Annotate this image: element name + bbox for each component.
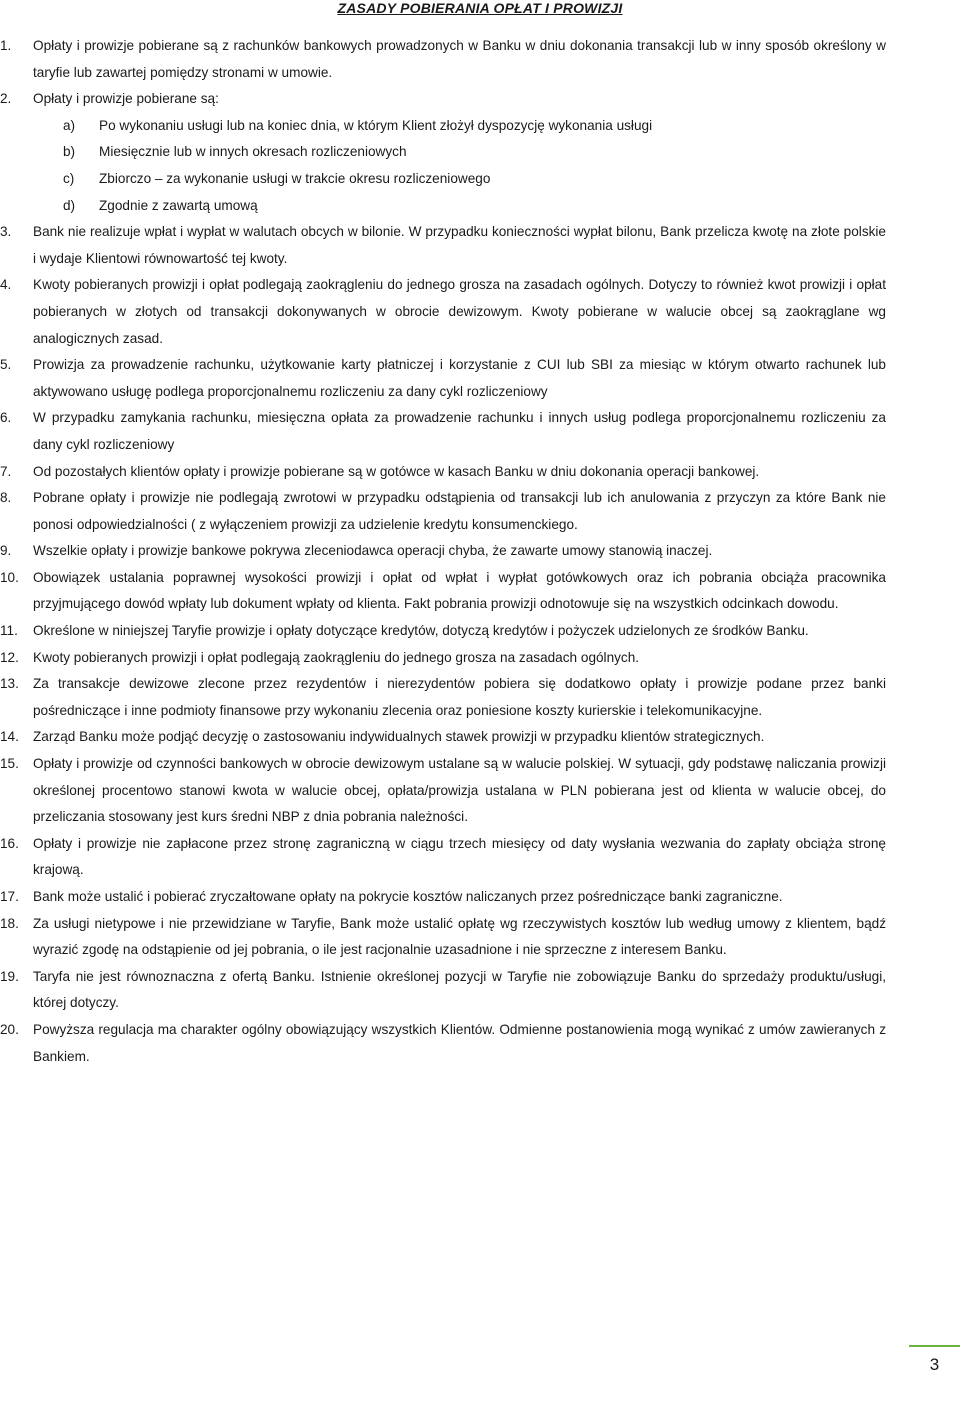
list-item — [0, 751, 960, 831]
list-item — [0, 964, 960, 1017]
item-number: 17. — [0, 889, 19, 904]
item-text: Opłaty i prowizje pobierane są z rachunków bankowych prowadzonych w Banku w dniu dokonania transakcji lub w inny sposób określony w taryfie lub zawartej pomiędzy stronami w umowie. — [33, 38, 886, 80]
list-item — [0, 884, 960, 911]
item-text: Za usługi nietypowe i nie przewidziane w Taryfie, Bank może ustalić opłatę wg rzeczywistych kosztów lub według umowy z klientem, bądź wyrazić zgodę na odstąpienie od jej pobrania, o ile jest racjonalnie uzasadnione i nie sprzeczne z interesem Banku. — [33, 915, 886, 958]
sub-item-text: Zgodnie z zawartą umową — [99, 197, 258, 213]
sub-list-item — [0, 113, 960, 140]
item-number: 4. — [0, 277, 12, 293]
list-item — [0, 1017, 960, 1070]
item-number: 18. — [0, 915, 19, 931]
sub-list-item — [0, 166, 960, 193]
item-number: 1. — [0, 38, 12, 53]
list-item — [0, 911, 960, 964]
item-text: Określone w niniejszej Taryfie prowizje i opłaty dotyczące kredytów, dotyczą kredytów i pożyczek udzielonych ze środków Banku. — [33, 623, 809, 639]
list-item — [0, 645, 960, 672]
page-title: ZASADY POBIERANIA OPŁAT I PROWIZJI — [337, 0, 623, 16]
list-item — [0, 33, 960, 86]
item-text: Prowizja za prowadzenie rachunku, użytkowanie karty płatniczej i korzystanie z CUI lub SBI za miesiąc w którym otwarto rachunek lub aktywowano usługę podlega proporcjonalnemu rozliczeniu za dany cykl rozliczeniowy — [33, 357, 886, 399]
item-number: 2. — [0, 91, 12, 107]
list-item — [0, 565, 960, 618]
item-text: Zarząd Banku może podjąć decyzję o zastosowaniu indywidualnych stawek prowizji w przypadku klientów strategicznych. — [33, 729, 765, 745]
item-text: Obowiązek ustalania poprawnej wysokości prowizji i opłat od wpłat i wypłat gotówkowych oraz ich pobrania obciąża pracownika przyjmującego dowód wpłaty lub dokument wpłaty od klienta. Fakt pobrania prowizji odnotowuje się na wszystkich odcinkach dowodu. — [33, 569, 886, 612]
item-number: 16. — [0, 835, 19, 851]
item-text: Opłaty i prowizje od czynności bankowych w obrocie dewizowym ustalane są w walucie polskiej. W sytuacji, gdy podstawę naliczania prowizji określonej procentowo stanowi kwota w walucie obcej, opłata/prowizja ustalana w PLN pobierana jest od klienta w walucie obcej, do przeliczania stosowany jest kurs średni NBP z dnia pobrania należności. — [33, 756, 886, 825]
item-number: 14. — [0, 729, 19, 745]
list-item — [0, 459, 960, 486]
item-number: 3. — [0, 224, 12, 240]
list-item — [0, 352, 960, 405]
item-number: 9. — [0, 543, 12, 559]
item-text: Pobrane opłaty i prowizje nie podlegają zwrotowi w przypadku odstąpienia od transakcji lub ich anulowania z przyczyn za które Bank nie ponosi odpowiedzialności ( z wyłączeniem prowizji za udzielenie kredytu konsumenckiego. — [33, 490, 886, 532]
item-text: Bank nie realizuje wpłat i wypłat w walutach obcych w bilonie. W przypadku konieczności wypłat bilonu, Bank przelicza kwotę na złote polskie i wydaje Klientowi równowartość tej kwoty. — [33, 224, 886, 266]
list-item — [0, 272, 960, 352]
sub-item-text: Zbiorczo – za wykonanie usługi w trakcie okresu rozliczeniowego — [99, 170, 491, 186]
sub-item-letter: c) — [63, 170, 75, 186]
item-text: Taryfa nie jest równoznaczna z ofertą Banku. Istnienie określonej pozycji w Taryfie nie zobowiązuje Banku do sprzedaży produktu/usługi, której dotyczy. — [33, 968, 886, 1011]
item-number: 11. — [0, 623, 18, 639]
sub-list-item — [0, 193, 960, 220]
rules-list — [0, 33, 960, 1070]
sub-item-letter: b) — [63, 144, 76, 160]
item-text: Kwoty pobieranych prowizji i opłat podlegają zaokrągleniu do jednego grosza na zasadach ogólnych. — [33, 649, 640, 665]
item-number: 7. — [0, 463, 12, 479]
list-item — [0, 618, 960, 645]
list-item — [0, 86, 960, 113]
sub-item-text: Miesięcznie lub w innych okresach rozliczeniowych — [99, 144, 407, 160]
list-item — [0, 538, 960, 565]
item-text: Wszelkie opłaty i prowizje bankowe pokrywa zleceniodawca operacji chyba, że zawarte umowy stanowią inaczej. — [33, 543, 713, 559]
item-text: Bank może ustalić i pobierać zryczałtowane opłaty na pokrycie kosztów naliczanych przez pośredniczące banki zagraniczne. — [33, 889, 783, 904]
item-number: 19. — [0, 968, 19, 984]
item-text: Opłaty i prowizje pobierane są: — [33, 91, 219, 107]
item-text: Kwoty pobieranych prowizji i opłat podlegają zaokrągleniu do jednego grosza na zasadach ogólnych. Dotyczy to również kwot prowizji i opłat pobieranych w złotych od transakcji dokonywanych w obrocie dewizowym. Kwoty pobierane w walucie obcej są zaokrąglane wg analogicznych zasad. — [33, 277, 886, 346]
item-text: Powyższa regulacja ma charakter ogólny obowiązujący wszystkich Klientów. Odmienne postanowienia mogą wynikać z umów zawieranych z Bankiem. — [33, 1021, 886, 1064]
page-number: 3 — [929, 1355, 940, 1374]
item-number: 10. — [0, 569, 19, 585]
sub-item-letter: a) — [63, 117, 76, 133]
list-item — [0, 831, 960, 884]
item-number: 15. — [0, 756, 19, 772]
item-text: Od pozostałych klientów opłaty i prowizje pobierane są w gotówce w kasach Banku w dniu dokonania operacji bankowej. — [33, 463, 760, 479]
item-number: 12. — [0, 649, 19, 665]
list-item — [0, 485, 960, 538]
item-number: 8. — [0, 490, 12, 506]
item-number: 6. — [0, 410, 12, 426]
item-number: 5. — [0, 357, 12, 373]
item-text: Opłaty i prowizje nie zapłacone przez stronę zagraniczną w ciągu trzech miesięcy od daty wysłania wezwania do zapłaty obciąża stronę krajową. — [33, 835, 886, 878]
list-item — [0, 724, 960, 751]
list-item — [0, 405, 960, 458]
sub-list-item — [0, 139, 960, 166]
item-text: W przypadku zamykania rachunku, miesięczna opłata za prowadzenie rachunku i innych usług podlega proporcjonalnemu rozliczeniu za dany cykl rozliczeniowy — [33, 410, 886, 452]
list-item — [0, 671, 960, 724]
sub-item-text: Po wykonaniu usługi lub na koniec dnia, w którym Klient złożył dyspozycję wykonania usługi — [99, 117, 653, 133]
item-number: 20. — [0, 1021, 19, 1037]
list-item — [0, 219, 960, 272]
sub-item-letter: d) — [63, 197, 76, 213]
footer-accent-line — [909, 1345, 960, 1347]
item-text: Za transakcje dewizowe zlecone przez rezydentów i nierezydentów pobiera się dodatkowo opłaty i prowizje podane przez banki pośredniczące i inne podmioty finansowe przy wykonaniu zlecenia oraz poniesione koszty kurierskie i telekomunikacyjne. — [33, 676, 886, 718]
item-number: 13. — [0, 676, 19, 692]
